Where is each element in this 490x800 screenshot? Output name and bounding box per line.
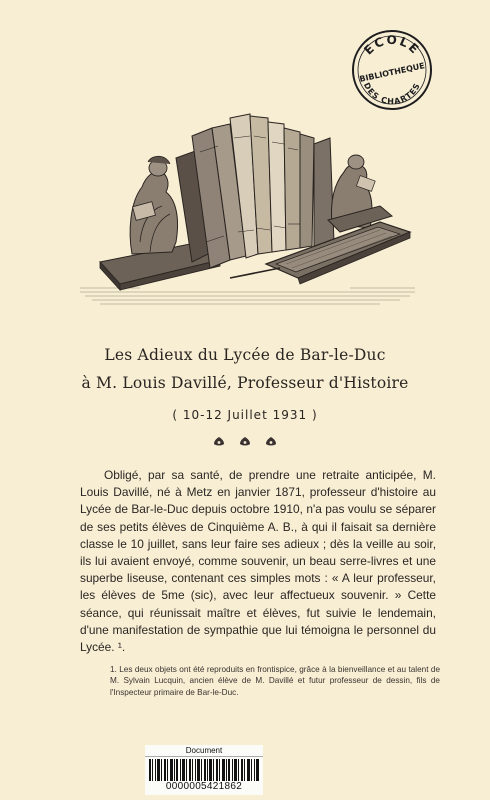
fleuron-ornament-icon xyxy=(0,434,490,444)
page-title-line-1: Les Adieux du Lycée de Bar-le-Duc xyxy=(104,346,386,364)
barcode-label xyxy=(145,745,263,795)
stamp-bottom-text: DES CHARTES xyxy=(361,81,423,107)
body-text xyxy=(80,467,436,656)
stamp-center-text: BIBLIOTHEQUE xyxy=(358,61,426,84)
body-paragraph: Obligé, par sa santé, de prendre une retraite anticipée, M. Louis Davillé, né à Metz en janvier 1871, professeur d'histoire au Lycée de Bar-le-Duc depuis octobre 1910, n'a pas voulu se séparer de ses petits élèves de Cinquième A. B., à qui il faisait sa dernière classe le 10 juillet, sans leur faire ses adieux ; dès la veille au soir, ils lui avaient envoyé, comme souvenir, un beau serre-livres et une superbe liseuse, contenant ces simples mots : « A leur professeur, les élèves de 5me (sic), avec leur affectueux souvenir. » Cette séance, qui réunissait maître et élèves, fut suivie le lendemain, d'une manifestation de sympathie que lui témoigna le personnel du Lycée. ¹. xyxy=(80,468,436,655)
stamp-top-text: ECOLE xyxy=(361,32,423,58)
footnote: 1. Les deux objets ont été reproduits en frontispice, grâce à la bienveillance et au talent de M. Sylvain Lucquin, ancien élève de M. Davillé et futur professeur de dessin, fils de l'Inspecteur primaire de Bar-le-Duc. xyxy=(110,665,440,697)
barcode-icon xyxy=(149,759,259,781)
barcode-title: Document xyxy=(145,745,263,757)
event-date: ( 10-12 Juillet 1931 ) xyxy=(172,408,318,422)
bookends-illustration-icon xyxy=(80,92,415,307)
page-title-line-2: à M. Louis Davillé, Professeur d'Histoire xyxy=(81,374,409,392)
barcode-number: 0000005421862 xyxy=(165,781,243,792)
